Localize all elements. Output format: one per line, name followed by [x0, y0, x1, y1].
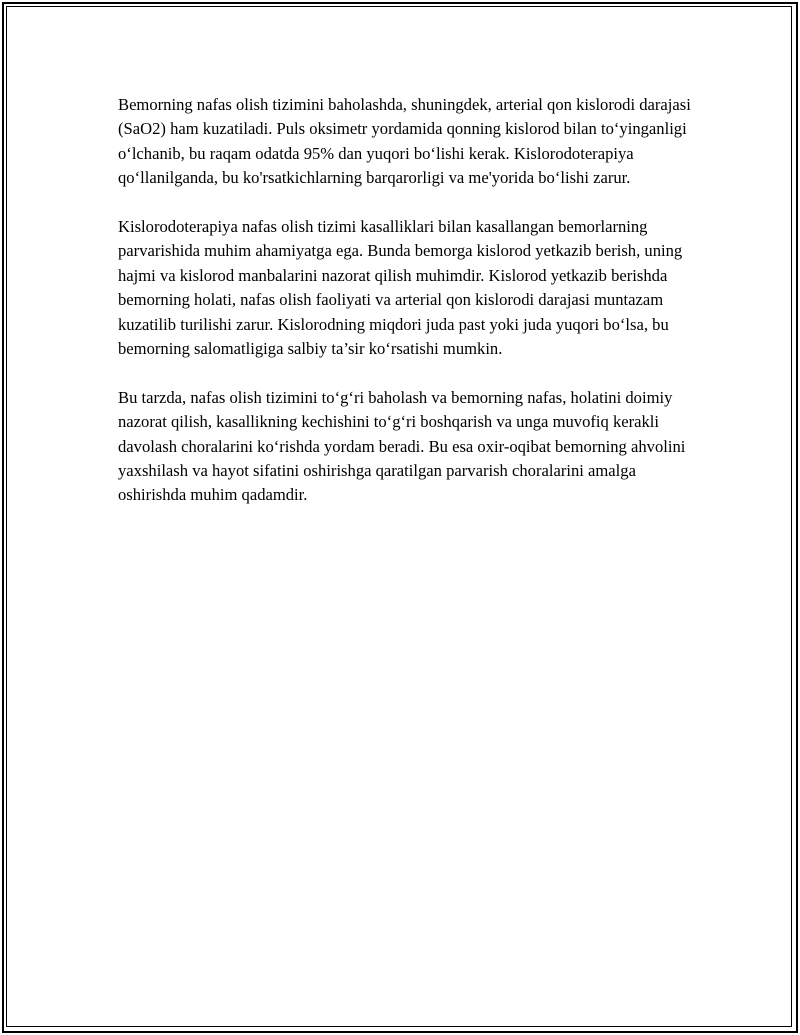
paragraph-1: Bemorning nafas olish tizimini baholashda, shuningdek, arterial qon kislorodi darajasi (SaO2) ham kuzatiladi. Puls oksimetr yordamida qonning kislorod bilan to‘yinganligi o‘lchanib, bu raqam odatda 95% dan yuqori bo‘lishi kerak. Kislorodoterapiya qo‘llanilganda, bu ko'rsatkichlarning barqarorligi va me'yorida bo‘lishi zarur.: [118, 95, 691, 188]
document-body: [118, 93, 698, 532]
paragraph-3: Bu tarzda, nafas olish tizimini to‘g‘ri baholash va bemorning nafas, holatini doimiy nazorat qilish, kasallikning kechishini to‘g‘ri boshqarish va unga muvofiq kerakli davolash choralarini ko‘rishda yordam beradi. Bu esa oxir-oqibat bemorning ahvolini yaxshilash va hayot sifatini oshirishga qaratilgan parvarish choralarini amalga oshirishda muhim qadamdir.: [118, 387, 686, 505]
paragraph-2: Kislorodoterapiya nafas olish tizimi kasalliklari bilan kasallangan bemorlarning parvarishida muhim ahamiyatga ega. Bunda bemorga kislorod yetkazib berish, uning hajmi va kislorod manbalarini nazorat qilish muhimdir. Kislorod yetkazib berishda bemorning holati, nafas olish faoliyati va arterial qon kislorodi darajasi muntazam kuzatilib turilishi zarur. Kislorodning miqdori juda past yoki juda yuqori bo‘lsa, bu bemorning salomatligiga salbiy ta’sir ko‘rsatishi mumkin.: [118, 217, 683, 359]
